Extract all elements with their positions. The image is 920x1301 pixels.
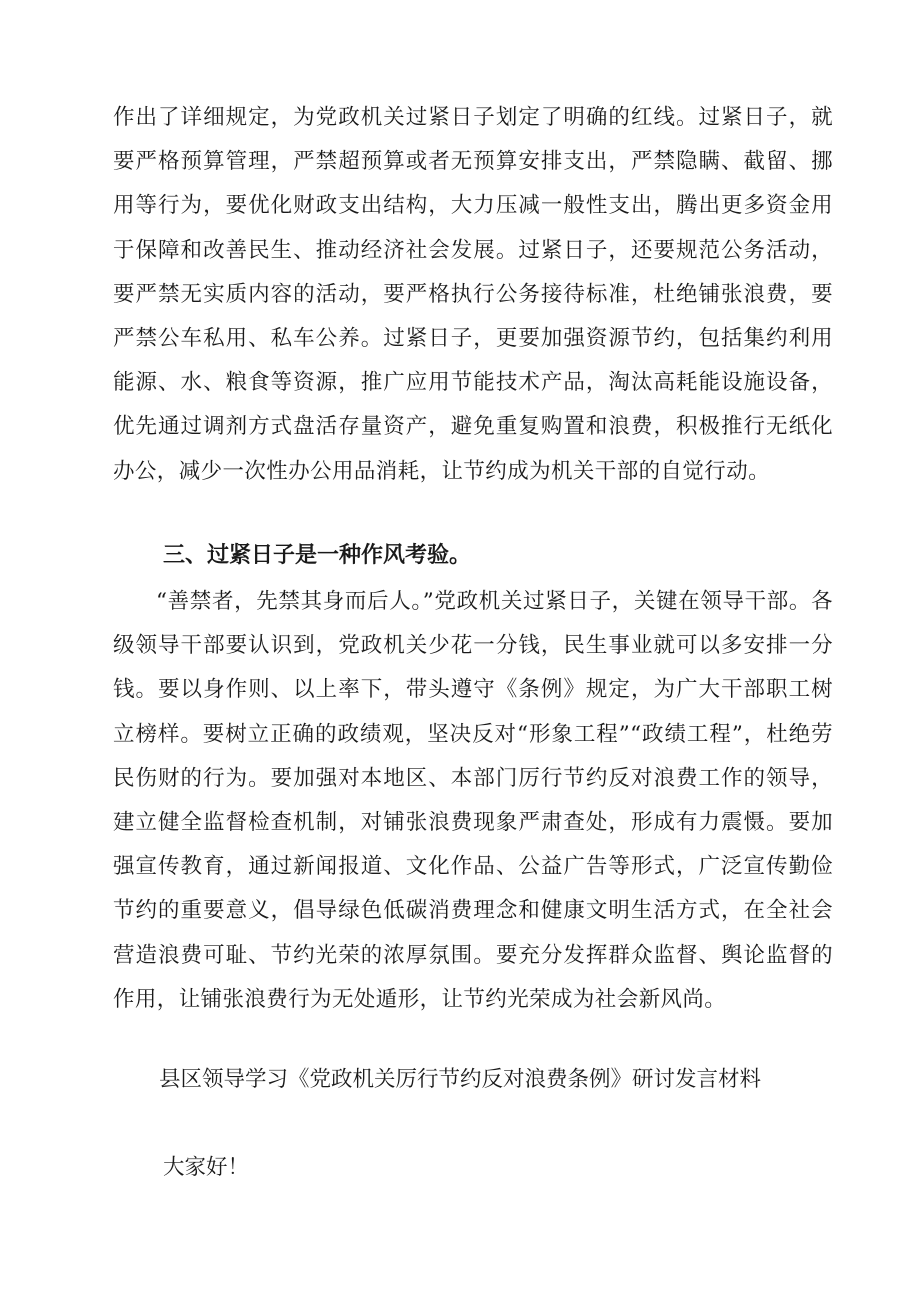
document-title: 县区领导学习《党政机关厉行节约反对浪费条例》研讨发言材料 (158, 1067, 761, 1092)
greeting-text: 大家好！ (163, 1155, 250, 1180)
section-heading: 三、过紧日子是一种作风考验。 (163, 543, 472, 568)
body-paragraph-2: “善禁者，先禁其身而后人。”党政机关过紧日子，关键在领导干部。各级领导干部要认识到，党政机关少花一分钱，民生事业就可以多安排一分钱。要以身作则、以上率下，带头遵守《条例》规定，为广大干部职工树立榜样。要树立正确的政绩观，坚决反对“形象工程”“政绩工程”，杜绝劳民伤财的行为。要加强对本地区、本部门厉行节约反对浪费工作的领导，建立健全监督检查机制，对铺张浪费现象严肃查处，形成有力震慑。要加强宣传教育，通过新闻报道、文化作品、公益广告等形式，广泛宣传勤俭节约的重要意义，倡导绿色低碳消费理念和健康文明生活方式，在全社会营造浪费可耻、节约光荣的浓厚氛围。要充分发挥群众监督、舆论监督的作用，让铺张浪费行为无处遁形，让节约光荣成为社会新风尚。 (113, 589, 833, 1012)
body-paragraph-1: 作出了详细规定，为党政机关过紧日子划定了明确的红线。过紧日子，就要严格预算管理，严禁超预算或者无预算安排支出，严禁隐瞒、截留、挪用等行为，要优化财政支出结构，大力压减一般性支出，腾出更多资金用于保障和改善民生、推动经济社会发展。过紧日子，还要规范公务活动，要严禁无实质内容的活动，要严格执行公务接待标准，杜绝铺张浪费，要严禁公车私用、私车公养。过紧日子，更要加强资源节约，包括集约利用能源、水、粮食等资源，推广应用节能技术产品，淘汰高耗能设施设备，优先通过调剂方式盘活存量资产，避免重复购置和浪费，积极推行无纸化办公，减少一次性办公用品消耗，让节约成为机关干部的自觉行动。 (113, 105, 833, 484)
